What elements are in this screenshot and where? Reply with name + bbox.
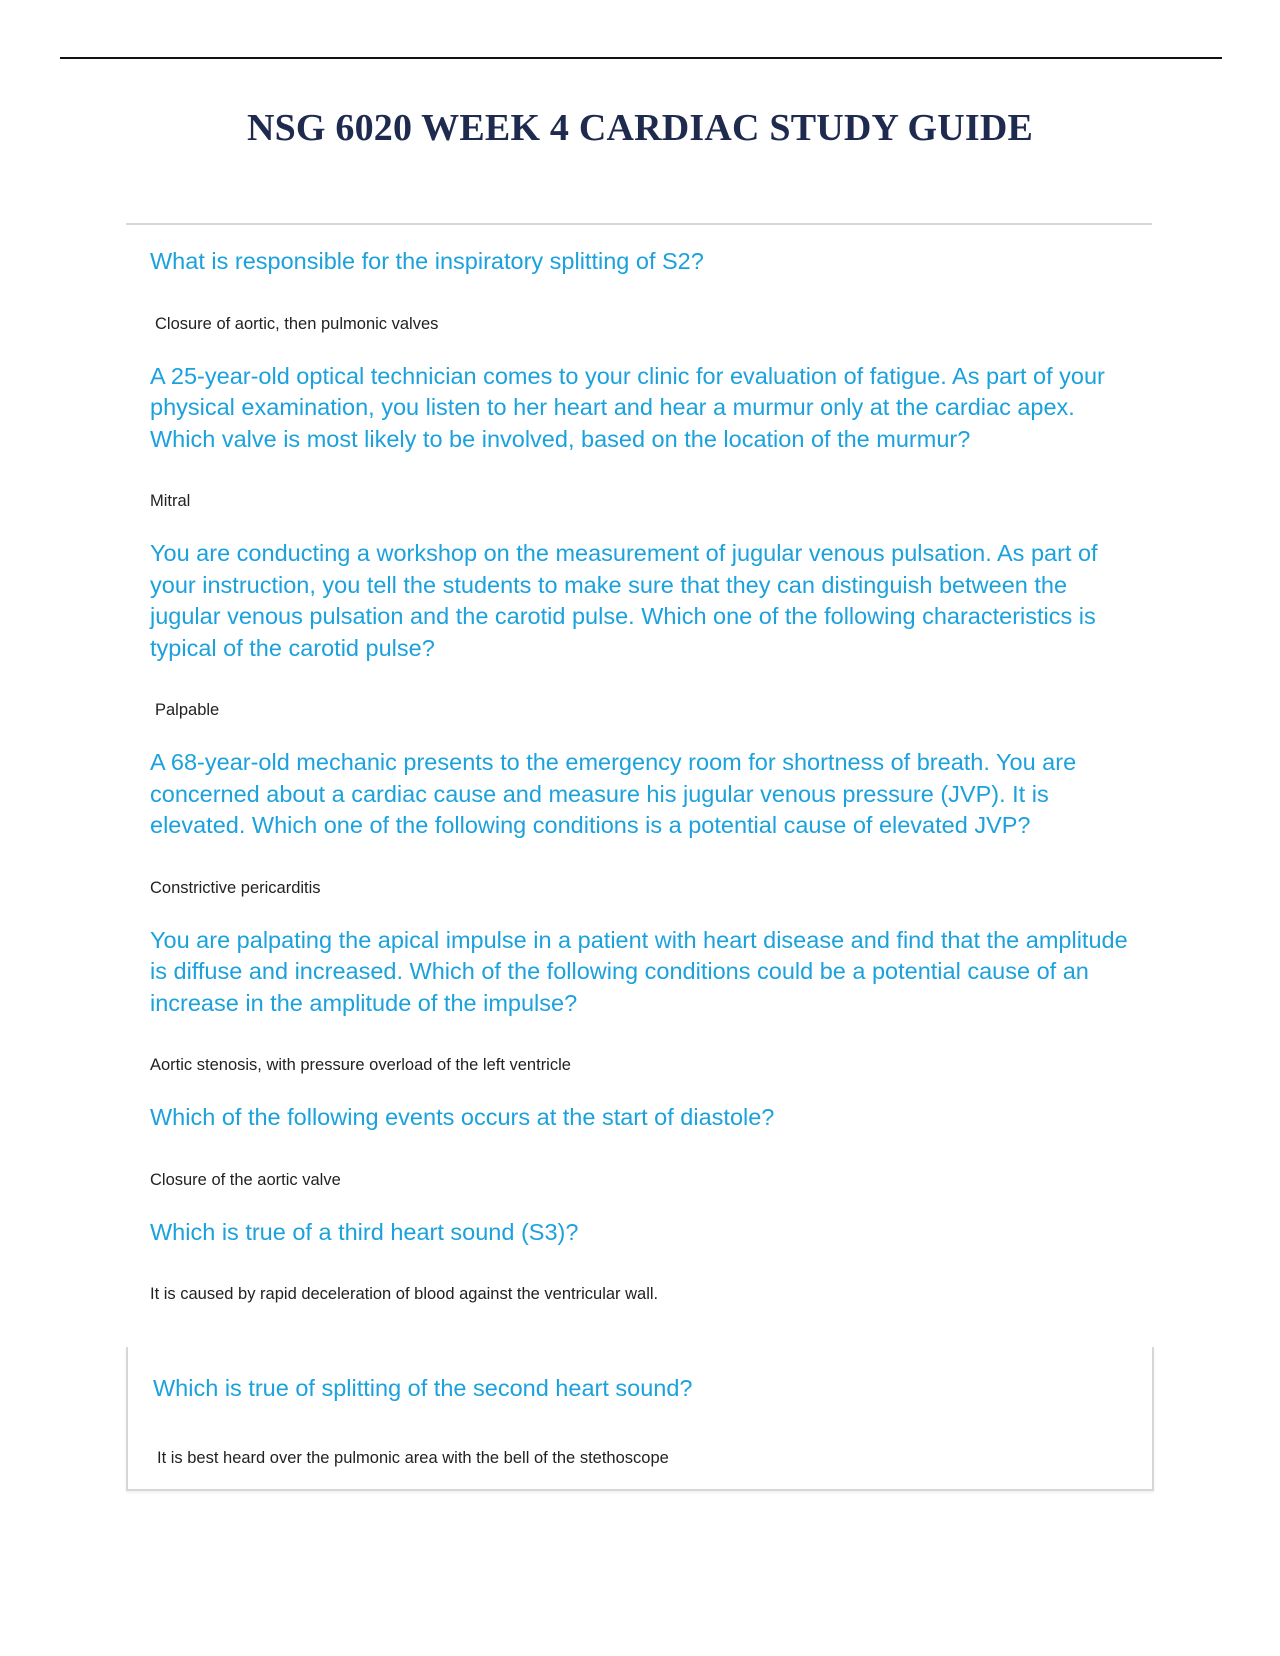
question-7: Which is true of a third heart sound (S3)? (150, 1218, 579, 1245)
top-divider (60, 57, 1222, 59)
answer-4: Constrictive pericarditis (150, 878, 321, 897)
card-top-border (126, 223, 1152, 225)
question-1: What is responsible for the inspiratory splitting of S2? (150, 248, 704, 274)
question-3: You are conducting a workshop on the measurement of jugular venous pulsation. As part of your instruction, you tell the students to make sure that they can distinguish between the jugular venous pulsation and the carotid pulse. Which one of the following characteristics is typical of the carotid pulse? (150, 540, 1098, 661)
question-5: You are palpating the apical impulse in a patient with heart disease and find that the amplitude is diffuse and increased. Which of the following conditions could be a potential cause of an increase in the amplitude of the impulse? (150, 926, 1128, 1016)
answer-3: Palpable (155, 701, 220, 719)
answer-7: It is caused by rapid deceleration of blood against the ventricular wall. (150, 1285, 659, 1303)
answer-8: It is best heard over the pulmonic area with the bell of the stethoscope (157, 1449, 669, 1467)
answer-5: Aortic stenosis, with pressure overload of the left ventricle (150, 1056, 571, 1074)
question-8: Which is true of splitting of the second heart sound? (153, 1375, 693, 1401)
question-2: A 25-year-old optical technician comes to your clinic for evaluation of fatigue. As part of your physical examination, you listen to her heart and hear a murmur only at the cardiac apex. Which valve is most likely to be involved, based on the location of the murmur? (150, 362, 1105, 452)
question-4: A 68-year-old mechanic presents to the emergency room for shortness of breath. You are concerned about a cardiac cause and measure his jugular venous pressure (JVP). It is elevated. Which one of the following conditions is a potential cause of elevated JVP? (150, 749, 1077, 838)
answer-1: Closure of aortic, then pulmonic valves (155, 314, 439, 333)
answer-2: Mitral (150, 492, 191, 510)
question-6: Which of the following events occurs at the start of diastole? (150, 1104, 775, 1130)
document-title: NSG 6020 WEEK 4 CARDIAC STUDY GUIDE (246, 107, 1034, 149)
qa-list (150, 246, 1140, 1305)
answer-6: Closure of the aortic valve (150, 1170, 341, 1189)
last-question-card (126, 1347, 1154, 1491)
